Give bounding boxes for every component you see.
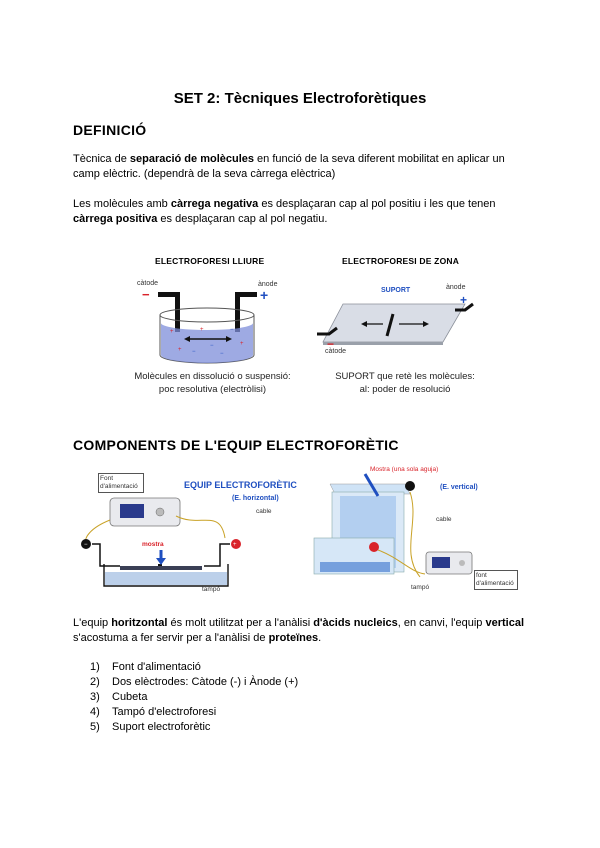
list-item xyxy=(90,660,298,675)
label-line: d'alimentació xyxy=(476,580,514,587)
definition-paragraph-1 xyxy=(73,152,523,182)
label-line: Font xyxy=(100,475,114,482)
vertical-cathode-icon xyxy=(405,481,415,491)
text-run: és molt utilitzat per a l'anàlisi xyxy=(167,617,314,629)
bold-run: proteïnes xyxy=(268,632,319,644)
svg-text:−: − xyxy=(84,542,88,548)
list-number: 3) xyxy=(90,691,100,703)
support-label: SUPORT xyxy=(381,287,411,294)
vertical-anode-icon xyxy=(369,542,379,552)
text-run: es desplaçaran cap al pol negatiu. xyxy=(157,213,328,225)
svg-text:+: + xyxy=(200,327,204,333)
list-number: 4) xyxy=(90,706,100,718)
text-run: s'acostuma a fer servir per a l'anàlisi de xyxy=(73,632,269,644)
bold-run: horitzontal xyxy=(111,617,168,629)
components-list xyxy=(90,660,298,735)
vertical-sample-label: Mostra (una sola aguja) xyxy=(370,466,439,473)
list-item xyxy=(90,720,298,735)
equipment-subtitle: (E. horizontal) xyxy=(232,495,279,502)
anode-label: ànode xyxy=(258,281,278,288)
minus-sign-icon: − xyxy=(327,337,335,351)
vertical-cable-label: cable xyxy=(436,516,452,523)
vertical-buffer-label: tampó xyxy=(411,584,430,591)
list-text: Tampó d'electroforesi xyxy=(112,706,217,718)
list-text: Font d'alimentació xyxy=(112,661,201,673)
svg-text:+: + xyxy=(240,341,244,347)
vertical-equipment-figure xyxy=(300,462,530,602)
list-text: Dos elèctrodes: Càtode (-) i Ànode (+) xyxy=(112,676,299,688)
vertical-apparatus-drawing xyxy=(300,462,530,602)
horizontal-equipment-figure xyxy=(80,468,310,598)
caption-line: poc resolutiva (electròlisi) xyxy=(158,384,267,395)
components-paragraph xyxy=(73,616,528,646)
section-heading-definition: DEFINICIÓ xyxy=(73,122,147,138)
caption-zone-electrophoresis xyxy=(330,370,480,396)
minus-sign-icon: − xyxy=(142,287,150,302)
page-title: SET 2: Tècniques Electroforètiques xyxy=(173,90,427,107)
list-number: 2) xyxy=(90,676,100,688)
text-run: L'equip xyxy=(73,617,112,629)
caption-line: al: poder de resolució xyxy=(359,384,451,395)
buffer-label: tampó xyxy=(202,586,221,593)
list-text: Suport electroforètic xyxy=(112,721,211,733)
caption-line: SUPORT que retè les molècules: xyxy=(335,371,475,382)
list-item xyxy=(90,675,298,690)
text-run: Tècnica de xyxy=(73,153,130,165)
svg-text:−: − xyxy=(192,349,196,355)
bold-run: d'àcids nucleics xyxy=(313,617,398,629)
sample-label: mostra xyxy=(142,541,164,548)
plus-sign-icon: + xyxy=(460,293,468,307)
list-text: Cubeta xyxy=(112,691,148,703)
text-run: , en canvi, l'equip xyxy=(397,617,486,629)
list-number: 1) xyxy=(90,661,100,673)
label-line: font xyxy=(476,572,487,579)
list-item xyxy=(90,705,298,720)
cable-label: cable xyxy=(256,508,272,515)
text-run: es desplaçaran cap al pol positiu i les que tenen xyxy=(258,198,496,210)
caption-free-electrophoresis xyxy=(125,370,300,396)
plus-sign-icon: + xyxy=(260,287,269,303)
bold-run: càrrega negativa xyxy=(170,198,259,210)
text-run: en funció de la seva diferent mobilitat en aplicar un camp elèctric. (dependrà de la seva càrrega elèctrica) xyxy=(73,153,505,180)
list-number: 5) xyxy=(90,721,100,733)
bold-run: vertical xyxy=(485,617,524,629)
zone-cathode-label: càtode xyxy=(325,348,347,355)
svg-text:+: + xyxy=(178,347,182,353)
svg-text:+: + xyxy=(170,329,174,335)
bold-run: separació de molècules xyxy=(129,153,254,165)
text-run: . xyxy=(318,632,322,644)
cathode-label: càtode xyxy=(137,280,159,287)
svg-text:−: − xyxy=(230,327,234,333)
text-run: Les molècules amb xyxy=(73,198,171,210)
svg-text:−: − xyxy=(210,343,214,349)
caption-line: Molècules en dissolució o suspensió: xyxy=(134,371,291,382)
list-item xyxy=(90,690,298,705)
figure-label-zone-electrophoresis: ELECTROFORESI DE ZONA xyxy=(342,256,460,266)
definition-paragraph-2 xyxy=(73,197,523,227)
vertical-subtitle: (E. vertical) xyxy=(440,484,478,491)
equipment-title: EQUIP ELECTROFORÈTIC xyxy=(184,480,297,490)
svg-text:+: + xyxy=(233,542,237,548)
horizontal-apparatus-drawing xyxy=(80,468,310,598)
label-line: d'alimentació xyxy=(100,483,138,490)
zone-electrophoresis-diagram xyxy=(315,292,475,352)
svg-text:−: − xyxy=(220,351,224,357)
bold-run: càrrega positiva xyxy=(73,213,158,225)
zone-anode-label: ànode xyxy=(446,284,466,291)
free-electrophoresis-diagram xyxy=(130,285,290,365)
figure-label-free-electrophoresis: ELECTROFORESI LLIURE xyxy=(155,256,265,266)
section-heading-components: COMPONENTS DE L'EQUIP ELECTROFORÈTIC xyxy=(73,437,399,453)
